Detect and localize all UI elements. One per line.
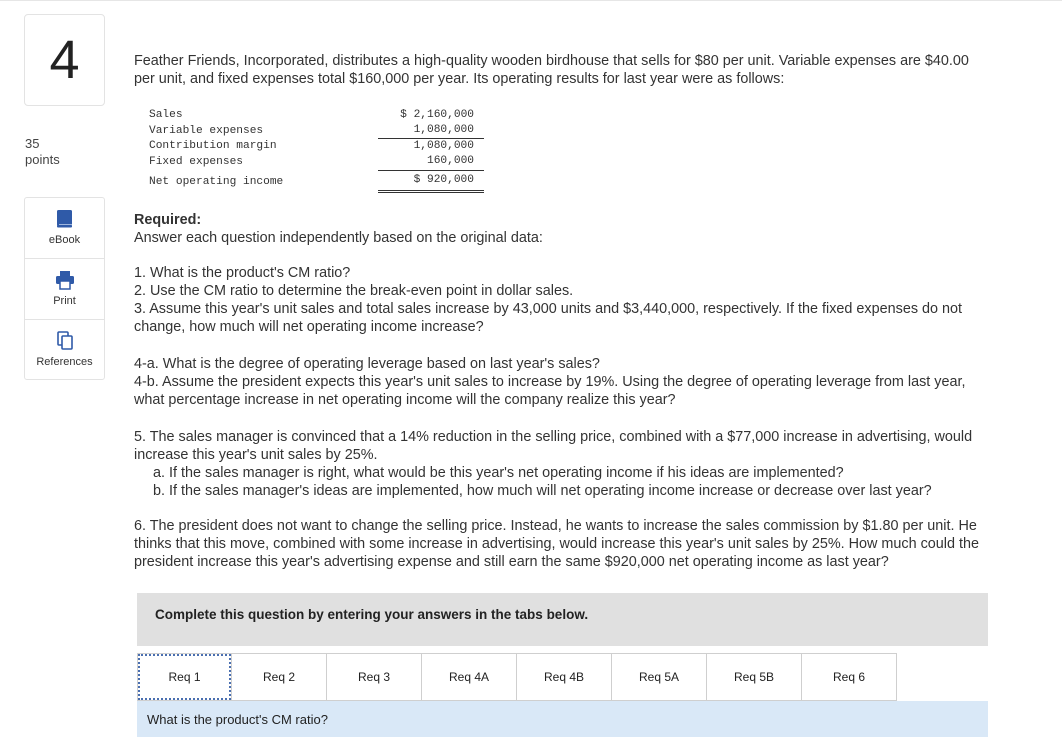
statement-value-cm: 1,080,000 xyxy=(413,140,474,152)
question-6-line-2: thinks that this move, combined with some increase in advertising, would increase this year's unit sales by 25%. How much could the xyxy=(134,536,980,552)
intro-line-2: per unit, and fixed expenses total $160,000 per year. Its operating results for last year were as follows: xyxy=(134,71,785,87)
references-label: References xyxy=(36,356,93,368)
statement-value-fixed: 160,000 xyxy=(378,155,484,171)
statement-label-fixed: Fixed expenses xyxy=(149,156,243,168)
question-4a: 4-a. What is the degree of operating leverage based on last year's sales? xyxy=(134,356,600,372)
tab-req-4a[interactable]: Req 4A xyxy=(422,653,517,701)
statement-value-sales: $ 2,160,000 xyxy=(400,109,474,121)
ebook-icon xyxy=(56,209,74,229)
questions-4 xyxy=(134,355,1060,409)
answer-pane xyxy=(137,701,988,737)
statement-label-sales: Sales xyxy=(149,109,183,121)
question-3-line-2: change, how much will net operating income increase? xyxy=(134,319,484,335)
required-heading: Required: xyxy=(134,212,202,228)
print-label: Print xyxy=(53,295,76,307)
problem-intro xyxy=(134,52,1060,88)
requirement-tabs xyxy=(137,653,897,701)
points-value: 35 xyxy=(25,136,40,151)
question-2: 2. Use the CM ratio to determine the break-even point in dollar sales. xyxy=(134,283,574,299)
intro-line-1: Feather Friends, Incorporated, distributes a high-quality wooden birdhouse that sells for $80 per unit. Variable expenses are $40.00 xyxy=(134,53,969,69)
ebook-label: eBook xyxy=(48,234,81,246)
questions-5 xyxy=(134,428,1060,500)
ebook-button[interactable] xyxy=(25,198,104,259)
points-indicator xyxy=(25,136,60,168)
question-5b: b. If the sales manager's ideas are implemented, how much will net operating income increase or decrease over last year? xyxy=(153,483,932,499)
print-icon xyxy=(55,270,75,290)
statement-label-variable: Variable expenses xyxy=(149,125,264,137)
required-subheading: Answer each question independently based on the original data: xyxy=(134,230,543,246)
statement-value-noi: $ 920,000 xyxy=(378,174,484,193)
question-number: 4 xyxy=(49,30,80,90)
question-6-line-1: 6. The president does not want to change the selling price. Instead, he wants to increase the sales commission by $1.80 per unit. He xyxy=(134,518,977,534)
question-1: 1. What is the product's CM ratio? xyxy=(134,265,351,281)
tab-req-5a[interactable]: Req 5A xyxy=(612,653,707,701)
required-section xyxy=(134,211,1060,247)
references-icon xyxy=(56,331,74,351)
complete-instruction-bar: Complete this question by entering your answers in the tabs below. xyxy=(137,593,988,646)
answer-prompt: What is the product's CM ratio? xyxy=(147,712,328,727)
question-4b-line-2: what percentage increase in net operating income will the company realize this year? xyxy=(134,392,676,408)
points-label: points xyxy=(25,152,60,167)
statement-label-cm: Contribution margin xyxy=(149,140,277,152)
resource-tools xyxy=(24,197,105,380)
top-divider xyxy=(0,0,1062,2)
question-5-line-2: increase this year's unit sales by 25%. xyxy=(134,447,378,463)
question-number-box xyxy=(24,14,105,106)
question-3-line-1: 3. Assume this year's unit sales and total sales increase by 43,000 units and $3,440,000, respectively. If the fixed expenses do not xyxy=(134,301,963,317)
references-button[interactable] xyxy=(25,320,104,381)
question-5-line-1: 5. The sales manager is convinced that a 14% reduction in the selling price, combined with a $77,000 increase in advertising, would xyxy=(134,429,973,445)
tab-req-5b[interactable]: Req 5B xyxy=(707,653,802,701)
tab-req-3[interactable]: Req 3 xyxy=(327,653,422,701)
tab-req-4b[interactable]: Req 4B xyxy=(517,653,612,701)
statement-value-variable: 1,080,000 xyxy=(378,124,484,139)
tab-req-1[interactable]: Req 1 xyxy=(137,653,232,701)
question-5a: a. If the sales manager is right, what would be this year's net operating income if his ideas are implemented? xyxy=(153,465,844,481)
questions-1-3 xyxy=(134,264,1060,336)
tab-req-2[interactable]: Req 2 xyxy=(232,653,327,701)
print-button[interactable] xyxy=(25,259,104,320)
question-6-line-3: president increase this year's advertising expense and still earn the same $920,000 net operating income as last year? xyxy=(134,554,889,570)
tab-req-6[interactable]: Req 6 xyxy=(802,653,897,701)
questions-6 xyxy=(134,517,1060,571)
question-4b-line-1: 4-b. Assume the president expects this year's unit sales to increase by 19%. Using the degree of operating leverage from last year, xyxy=(134,374,966,390)
statement-label-noi: Net operating income xyxy=(149,176,284,188)
